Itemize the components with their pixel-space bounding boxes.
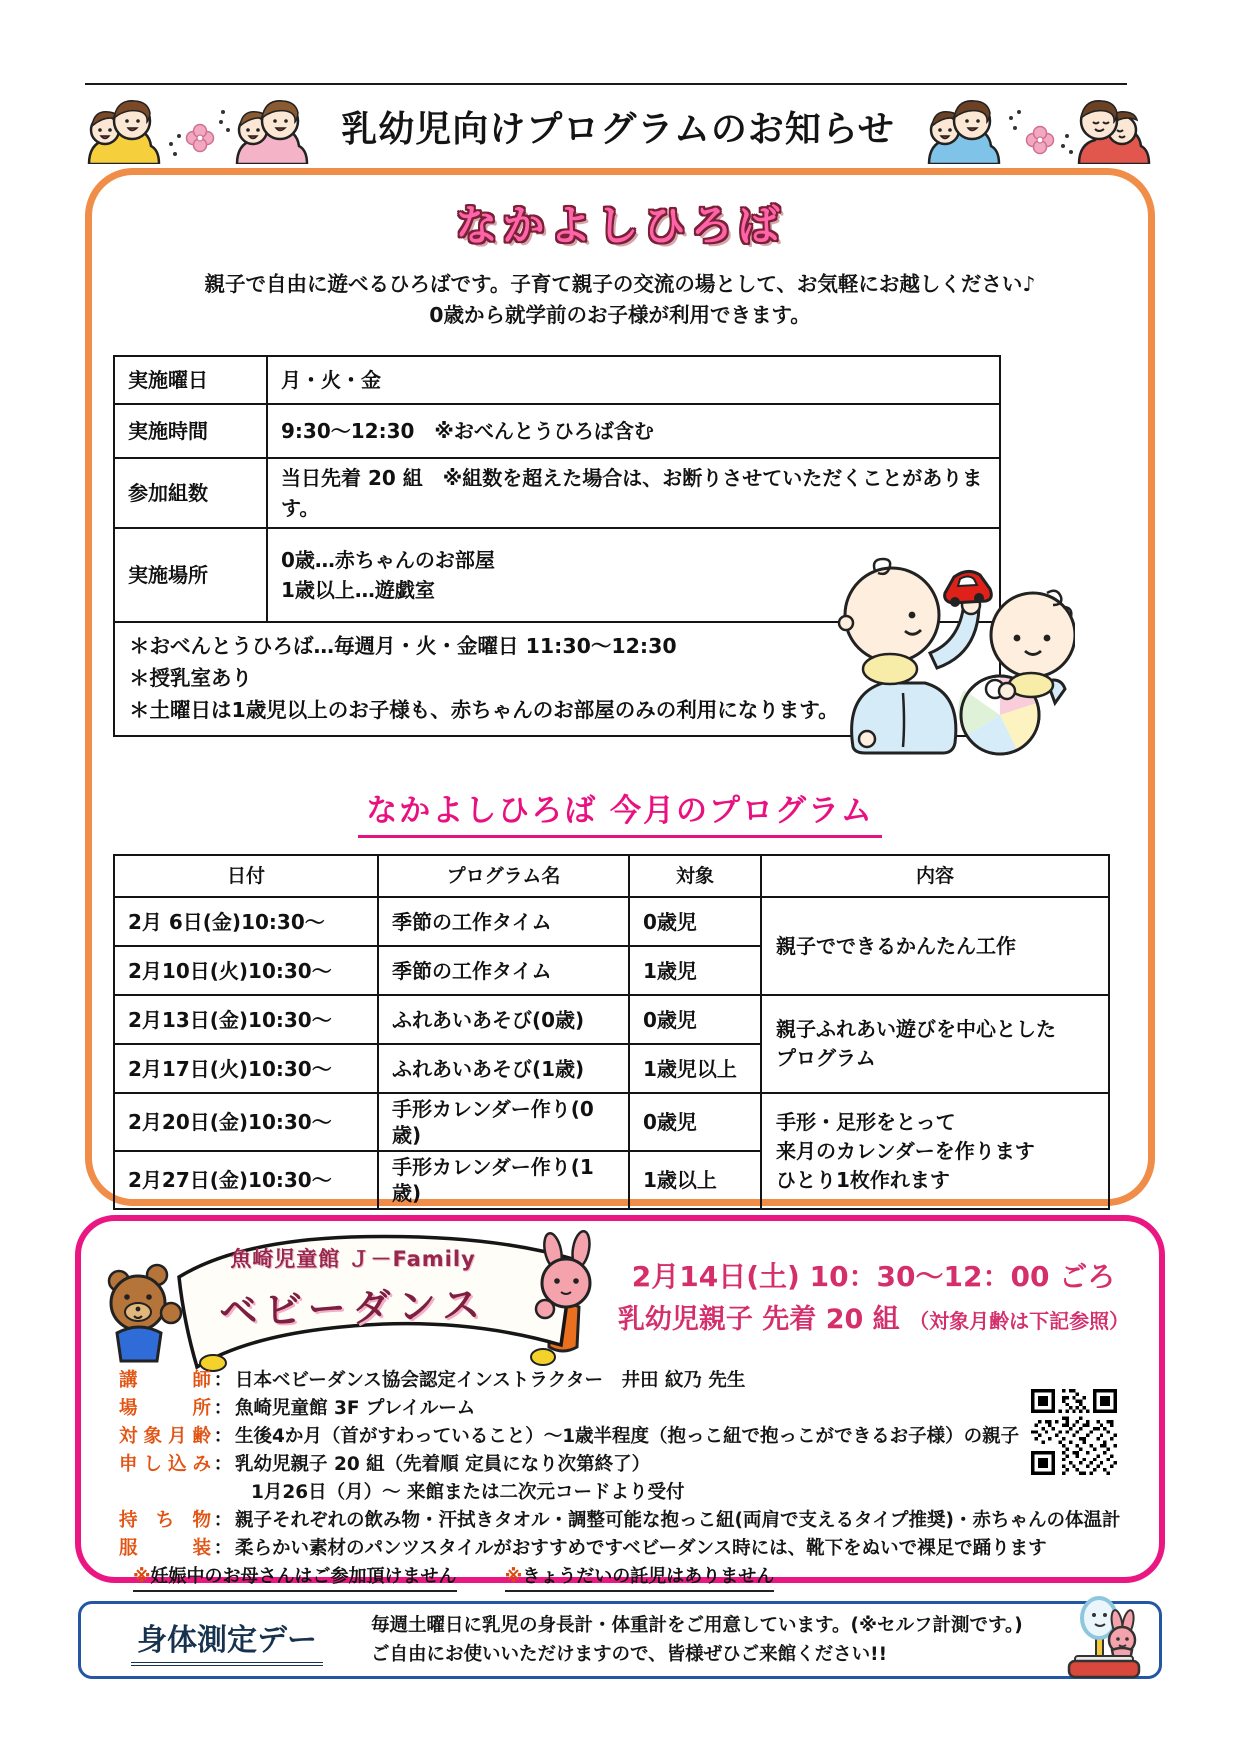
- date-cell: 2月 6日(金)10:30～: [114, 897, 378, 946]
- detail-row-age: [119, 1423, 1121, 1451]
- detail-separator: ：: [213, 1538, 233, 1559]
- info-row-value: 当日先着 20 組 ※組数を超えた場合は、お断りさせていただくことがあります。: [267, 458, 1000, 528]
- detail-value: 生後4か月（首がすわっていること）～1歳半程度（抱っこ紐で抱っこができるお子様）の親子: [235, 1426, 1020, 1447]
- detail-label: 服装: [119, 1538, 211, 1559]
- detail-value: 親子それぞれの飲み物・汗拭きタオル・調整可能な抱っこ紐(両肩で支えるタイプ推奨)・赤ちゃんの体温計: [235, 1510, 1121, 1531]
- program-cell: 季節の工作タイム: [378, 897, 629, 946]
- content-line: プログラム: [776, 1046, 876, 1070]
- babydance-capacity: [586, 1297, 1161, 1336]
- table-header-row: [114, 855, 1109, 897]
- nakayoshi-intro: [92, 269, 1148, 331]
- program-cell: ふれあいあそび(1歳): [378, 1044, 629, 1093]
- info-row-label: 実施時間: [114, 404, 267, 458]
- babydance-notes: [119, 1565, 1121, 1592]
- target-cell: 0歳児: [629, 897, 761, 946]
- detail-row-apply-continued: [119, 1479, 1121, 1507]
- babydance-details: [119, 1367, 1121, 1592]
- detail-separator: ：: [213, 1510, 233, 1531]
- target-cell: 1歳以上: [629, 1151, 761, 1209]
- content-cell: [761, 1093, 1109, 1209]
- col-header-program: プログラム名: [378, 855, 629, 897]
- detail-value: 乳幼児親子 20 組（先着順 定員になり次第終了）: [235, 1454, 651, 1475]
- table-row: [114, 404, 1000, 458]
- detail-separator: ：: [213, 1426, 233, 1447]
- nakayoshi-title: なかよしひろば: [455, 201, 785, 250]
- detail-row-place: [119, 1395, 1121, 1423]
- measure-section: [78, 1601, 1162, 1679]
- col-header-target: 対象: [629, 855, 761, 897]
- asterisk-mark: ※: [504, 1566, 523, 1587]
- table-row: [114, 897, 1109, 946]
- flower-icon: [187, 125, 214, 152]
- info-row-value: 月・火・金: [267, 356, 1000, 404]
- detail-label: 対象月齢: [119, 1426, 211, 1447]
- babydance-banner: [93, 1217, 598, 1375]
- table-row: [114, 458, 1000, 528]
- program-title: なかよしひろば 今月のプログラム: [358, 785, 881, 838]
- nakayoshi-section: [85, 168, 1155, 1206]
- babydance-datetime: 2月14日(土) 10：30～12：00 ごろ: [631, 1260, 1116, 1293]
- note-text: きょうだいの託児はありません: [522, 1566, 775, 1587]
- detail-separator: ：: [213, 1398, 233, 1419]
- intro-line1: 親子で自由に遊べるひろばです。子育て親子の交流の場として、お気軽にお越しください♪: [204, 272, 1036, 296]
- content-line: 親子ふれあい遊びを中心とした: [776, 1017, 1056, 1041]
- detail-value: 魚崎児童館 3F プレイルーム: [235, 1398, 476, 1419]
- detail-value: 1月26日（月）～ 来館または二次元コードより受付: [251, 1482, 685, 1503]
- qr-code: [1031, 1389, 1117, 1475]
- table-row: [114, 1093, 1109, 1151]
- target-cell: 1歳児以上: [629, 1044, 761, 1093]
- banner-title: ベビーダンス: [218, 1282, 488, 1334]
- detail-row-bring: [119, 1507, 1121, 1535]
- info-value-line: 0歳…赤ちゃんのお部屋: [281, 548, 495, 572]
- program-table: [113, 854, 1110, 1210]
- detail-label: 申し込み: [119, 1454, 211, 1475]
- content-cell: [761, 897, 1109, 995]
- content-line: 来月のカレンダーを作ります: [776, 1138, 1035, 1163]
- target-cell: 1歳児: [629, 946, 761, 995]
- detail-row-apply: [119, 1451, 1121, 1479]
- program-cell: 手形カレンダー作り(1歳): [378, 1151, 629, 1209]
- col-header-content: 内容: [761, 855, 1109, 897]
- date-cell: 2月10日(火)10:30～: [114, 946, 378, 995]
- date-cell: 2月13日(金)10:30～: [114, 995, 378, 1044]
- detail-label: 持ち物: [119, 1510, 211, 1531]
- babydance-section: [75, 1215, 1165, 1587]
- top-border-line: [85, 83, 1127, 85]
- content-line: ひとり1枚作れます: [776, 1167, 950, 1192]
- target-cell: 0歳児: [629, 1093, 761, 1151]
- parent-child-illustration-left: [85, 88, 313, 164]
- detail-label: 場所: [119, 1398, 211, 1419]
- header: [85, 87, 1155, 165]
- measure-line1: 毎週土曜日に乳児の身長計・体重計をご用意しています。(※セルフ計測です。): [371, 1615, 1023, 1636]
- info-row-label: 実施場所: [114, 528, 267, 622]
- detail-separator: ：: [213, 1454, 233, 1475]
- banner-subtitle: 魚崎児童館 Ｊ－Family: [230, 1247, 476, 1271]
- date-cell: 2月17日(火)10:30～: [114, 1044, 378, 1093]
- page-title: 乳幼児向けプログラムのお知らせ: [341, 108, 895, 150]
- target-cell: 0歳児: [629, 995, 761, 1044]
- info-row-label: 実施曜日: [114, 356, 267, 404]
- banner-text: [193, 1243, 513, 1332]
- measure-text: [371, 1611, 1023, 1669]
- parent-child-illustration-right: [923, 88, 1155, 164]
- table-row: [114, 995, 1109, 1044]
- intro-line2: 0歳から就学前のお子様が利用できます。: [429, 303, 811, 327]
- content-cell: [761, 995, 1109, 1093]
- babies-illustration: [795, 541, 1075, 756]
- detail-row-clothes: [119, 1535, 1121, 1563]
- note-item: [133, 1565, 457, 1592]
- program-cell: 季節の工作タイム: [378, 946, 629, 995]
- info-row-label: 参加組数: [114, 458, 267, 528]
- asterisk-mark: ※: [133, 1566, 151, 1587]
- detail-value: 柔らかい素材のパンツスタイルがおすすめですベビーダンス時には、靴下をぬいで裸足で踊ります: [235, 1538, 1047, 1559]
- program-cell: 手形カレンダー作り(0歳): [378, 1093, 629, 1151]
- note-item: [505, 1565, 775, 1592]
- note-text: 妊娠中のお母さんはご参加頂けません: [150, 1566, 457, 1587]
- capacity-note: （対象月齢は下記参照）: [909, 1309, 1130, 1333]
- date-cell: 2月20日(金)10:30～: [114, 1093, 378, 1151]
- table-row: [114, 356, 1000, 404]
- detail-label: 講師: [119, 1370, 211, 1391]
- flower-icon: [1027, 127, 1054, 154]
- bunny-scale-illustration: [1065, 1596, 1143, 1684]
- detail-separator: ：: [213, 1370, 233, 1391]
- detail-row-instructor: [119, 1367, 1121, 1395]
- info-row-value: 9:30～12:30 ※おべんとうひろば含む: [267, 404, 1000, 458]
- content-line: 親子でできるかんたん工作: [776, 933, 1016, 958]
- detail-value: 日本ベビーダンス協会認定インストラクター 井田 紋乃 先生: [235, 1370, 746, 1391]
- capacity-text: 乳幼児親子 先着 20 組: [617, 1304, 900, 1335]
- info-note-line: ＊土曜日は1歳児以上のお子様も、赤ちゃんのお部屋のみの利用になります。: [129, 698, 839, 722]
- date-cell: 2月27日(金)10:30～: [114, 1151, 378, 1209]
- program-cell: ふれあいあそび(0歳): [378, 995, 629, 1044]
- info-value-line: 1歳以上…遊戯室: [281, 578, 435, 602]
- content-line: 手形・足形をとって: [776, 1109, 956, 1134]
- measure-title: 身体測定デー: [131, 1615, 323, 1666]
- info-note-line: ＊授乳室あり: [129, 666, 252, 690]
- measure-line2: ご自由にお使いいただけますので、皆様ぜひご来館ください!!: [371, 1644, 888, 1665]
- col-header-date: 日付: [114, 855, 378, 897]
- info-note-line: ＊おべんとうひろば…毎週月・火・金曜日 11:30～12:30: [129, 634, 677, 658]
